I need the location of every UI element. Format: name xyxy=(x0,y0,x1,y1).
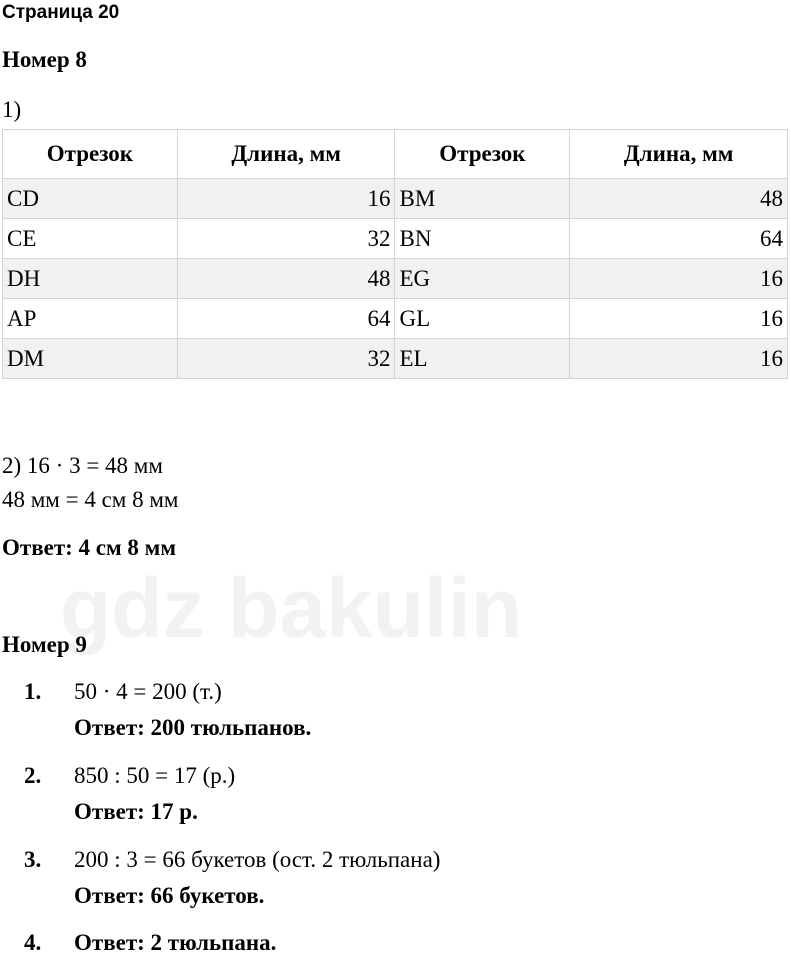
segment-cell: BM xyxy=(395,179,570,219)
item-calc: 850 : 50 = 17 (р.) xyxy=(74,763,236,788)
item-answer: Ответ: 200 тюльпанов. xyxy=(74,715,312,740)
length-cell: 64 xyxy=(570,219,788,259)
task8-answer: Ответ: 4 см 8 мм xyxy=(2,535,176,560)
length-cell: 16 xyxy=(570,259,788,299)
column-header: Длина, мм xyxy=(570,130,788,179)
segment-cell: CD xyxy=(3,179,178,219)
table-row xyxy=(3,219,788,259)
length-cell: 16 xyxy=(570,299,788,339)
column-header: Длина, мм xyxy=(177,130,395,179)
segment-cell: GL xyxy=(395,299,570,339)
item-answer: Ответ: 66 букетов. xyxy=(74,883,265,908)
column-header: Отрезок xyxy=(395,130,570,179)
length-cell: 48 xyxy=(570,179,788,219)
task8-calc-line: 2) 16 · 3 = 48 мм xyxy=(2,453,163,478)
item-answer: Ответ: 2 тюльпана. xyxy=(74,930,277,955)
length-cell: 16 xyxy=(177,179,395,219)
segment-cell: EG xyxy=(395,259,570,299)
segment-cell: DM xyxy=(3,339,178,379)
item-number: 3. xyxy=(24,847,42,872)
segment-cell: CE xyxy=(3,219,178,259)
table-row xyxy=(3,339,788,379)
table-header-row xyxy=(3,130,788,179)
watermark: gdz bakulin xyxy=(60,561,522,655)
table-row xyxy=(3,179,788,219)
task8-part1-label: 1) xyxy=(2,97,22,122)
task8-heading: Номер 8 xyxy=(2,47,87,72)
column-header: Отрезок xyxy=(3,130,178,179)
segment-cell: AP xyxy=(3,299,178,339)
segments-table xyxy=(2,129,788,379)
task8-conversion-line: 48 мм = 4 см 8 мм xyxy=(2,487,179,512)
length-cell: 16 xyxy=(570,339,788,379)
item-number: 1. xyxy=(24,679,42,704)
task9-heading: Номер 9 xyxy=(2,632,87,657)
length-cell: 48 xyxy=(177,259,395,299)
page-title: Страница 20 xyxy=(2,2,120,23)
item-number: 4. xyxy=(24,930,42,955)
table-row xyxy=(3,259,788,299)
segment-cell: EL xyxy=(395,339,570,379)
table-row xyxy=(3,299,788,339)
length-cell: 64 xyxy=(177,299,395,339)
item-number: 2. xyxy=(24,763,42,788)
length-cell: 32 xyxy=(177,219,395,259)
item-calc: 50 · 4 = 200 (т.) xyxy=(74,679,222,704)
item-calc: 200 : 3 = 66 букетов (ост. 2 тюльпана) xyxy=(74,847,441,872)
segment-cell: DH xyxy=(3,259,178,299)
length-cell: 32 xyxy=(177,339,395,379)
item-answer: Ответ: 17 р. xyxy=(74,799,198,824)
segment-cell: BN xyxy=(395,219,570,259)
